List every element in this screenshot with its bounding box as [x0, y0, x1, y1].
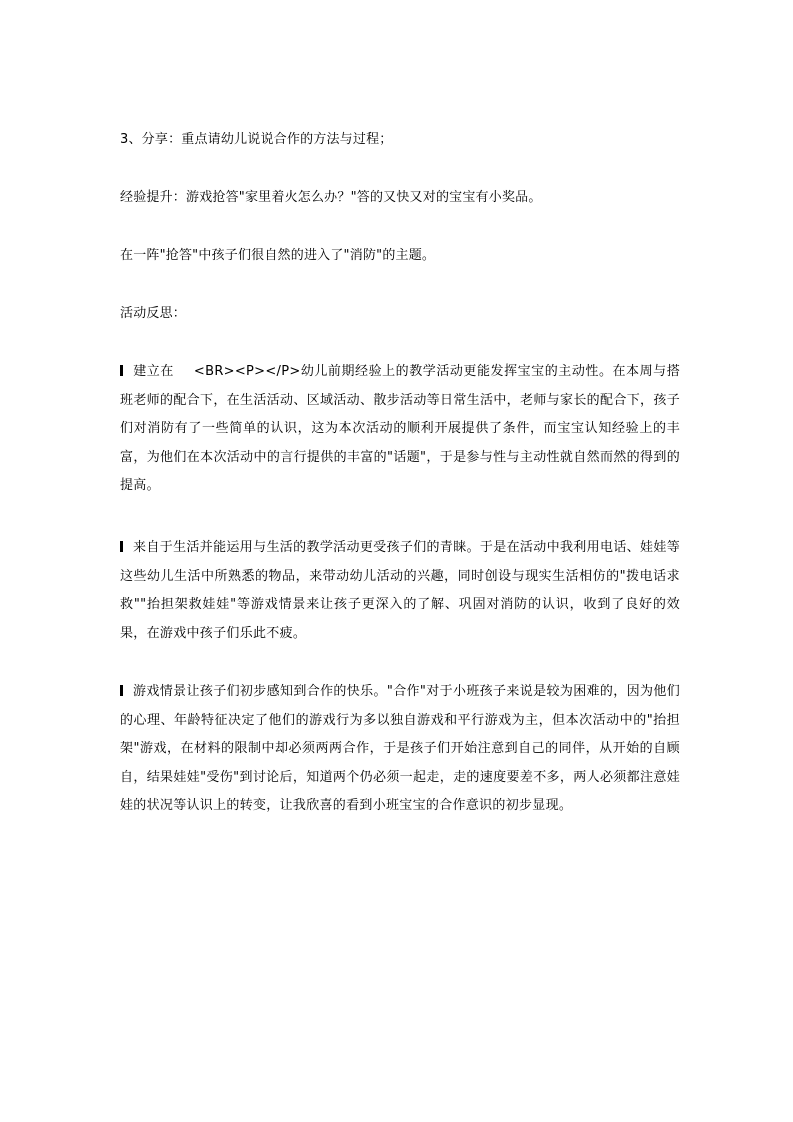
bullet-marker	[120, 541, 123, 552]
paragraph-lead: 建立在	[133, 364, 174, 379]
reflection-paragraph-2	[120, 534, 680, 648]
reflection-paragraph-3	[120, 678, 680, 821]
share-line: 3、分享：重点请幼儿说说合作的方法与过程；	[120, 132, 393, 147]
theme-line: 在一阵"抢答"中孩子们很自然的进入了"消防"的主题。	[120, 248, 436, 263]
paragraph-text: 幼儿前期经验上的教学活动更能发挥宝宝的主动性。在本周与搭班老师的配合下，在生活活动、区域活动、散步活动等日常生活中，老师与家长的配合下，孩子们对消防有了一些简单的认识，这为本次活动的顺利开展提供了条件，而宝宝认知经验上的丰富，为他们在本次活动中的言行提供的丰富的"话题"，于是参与性与主动性就自然而然的得到的提高。	[120, 364, 680, 494]
bullet-marker	[120, 685, 123, 696]
experience-line: 经验提升：游戏抢答"家里着火怎么办？"答的又快又对的宝宝有小奖品。	[120, 190, 542, 205]
paragraph-tags: <BR><P></P>	[193, 364, 301, 379]
paragraph-text: 来自于生活并能运用与生活的教学活动更受孩子们的青睐。于是在活动中我利用电话、娃娃等这些幼儿生活中所熟悉的物品，来带动幼儿活动的兴趣，同时创设与现实生活相仿的"拨电话求救""抬担架救娃娃"等游戏情景来让孩子更深入的了解、巩固对消防的认识，收到了良好的效果，在游戏中孩子们乐此不疲。	[120, 540, 680, 641]
paragraph-text: 游戏情景让孩子们初步感知到合作的快乐。"合作"对于小班孩子来说是较为困难的，因为他们的心理、年龄特征决定了他们的游戏行为多以独自游戏和平行游戏为主，但本次活动中的"抬担架"游戏，在材料的限制中却必须两两合作，于是孩子们开始注意到自己的同伴，从开始的自顾自，结果娃娃"受伤"到讨论后，知道两个仍必须一起走，走的速度要差不多，两人必须都注意娃娃的状况等认识上的转变，让我欣喜的看到小班宝宝的合作意识的初步显现。	[120, 684, 680, 814]
bullet-marker	[120, 365, 123, 376]
reflection-heading: 活动反思：	[120, 306, 187, 321]
reflection-paragraph-1	[120, 358, 680, 501]
